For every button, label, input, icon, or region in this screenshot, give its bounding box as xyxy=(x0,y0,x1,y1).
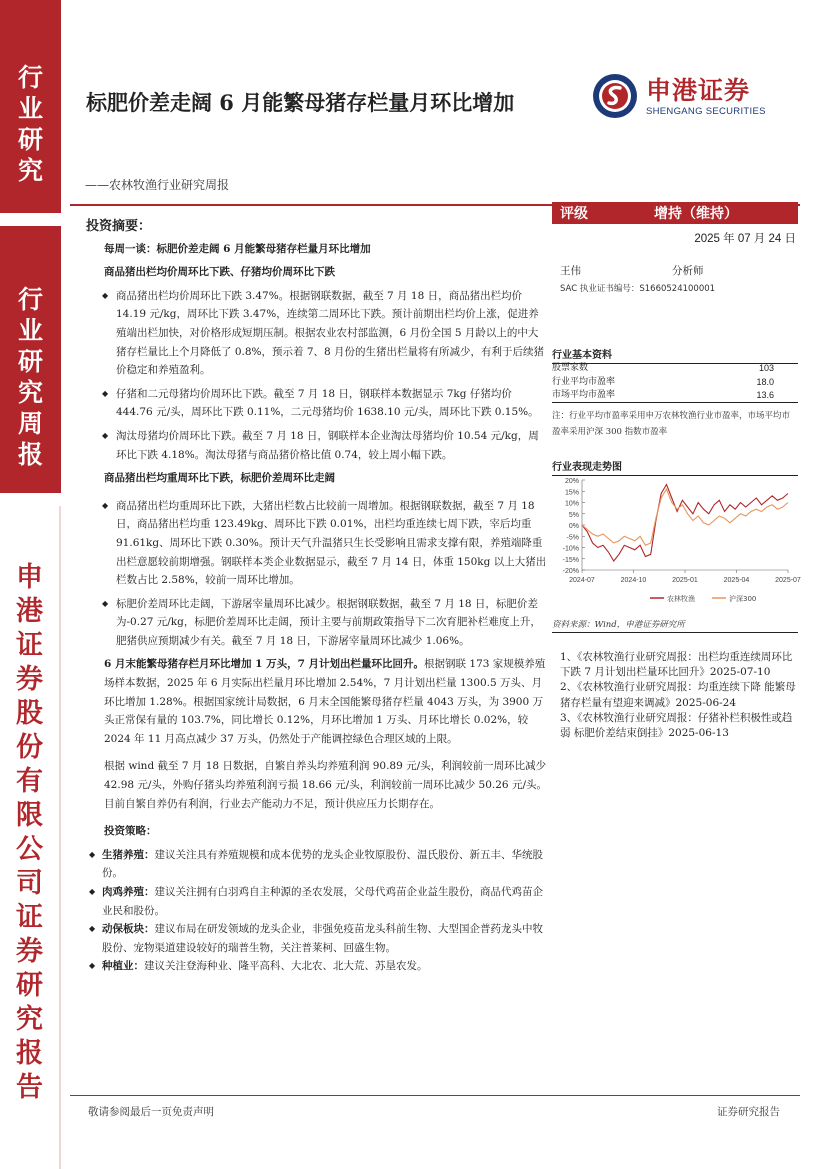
sidebar-char: 股 xyxy=(16,698,43,729)
chart-source: 资料来源：Wind，申港证券研究所 xyxy=(552,620,685,630)
sidebar-char: 业 xyxy=(17,316,43,345)
x-tick-label: 2025-01 xyxy=(672,577,698,584)
rating-bar xyxy=(552,202,798,224)
footer-label: 证券研究报告 xyxy=(717,1106,780,1118)
table-cell-value: 13.6 xyxy=(756,390,774,400)
sidebar-char: 有 xyxy=(16,766,43,797)
x-tick-label: 2025-07 xyxy=(775,577,801,584)
paragraph xyxy=(86,655,548,748)
related-reports xyxy=(560,650,796,741)
basic-info-title: 行业基本资料 xyxy=(552,346,798,364)
section-subheading: 商品猪出栏均价周环比下跌、仔猪均价周环比下跌 xyxy=(104,266,335,279)
footer-disclaimer: 敬请参阅最后一页免责声明 xyxy=(88,1106,214,1118)
sidebar-report-type-block xyxy=(0,226,61,493)
sidebar-report-type-text xyxy=(18,284,43,470)
sidebar-char: 公 xyxy=(16,834,43,865)
list-item: ◆ 仔猪和二元母猪均价周环比下跌。截至 7 月 18 日，钢联样本数据显示 7kg 仔猪均价 444.76 元/头，周环比下跌 0.11%，二元母猪均价 1638.10 元/头，周环比下跌 0.15%。 xyxy=(86,385,548,422)
strategy-item xyxy=(86,957,548,976)
y-tick-label: -10% xyxy=(562,545,579,553)
strategy-text: 建议关注拥有白羽鸡自主种源的圣农发展，父母代鸡苗企业益生股份，商品代鸡苗企业民和股份。 xyxy=(102,886,543,917)
section-subheading: 商品猪出栏均重周环比下跌，标肥价差周环比走阔 xyxy=(104,472,335,485)
analyst-role: 分析师 xyxy=(672,265,704,277)
sidebar-char: 份 xyxy=(16,732,43,763)
logo-chinese-name: 申港证券 xyxy=(646,75,751,105)
legend-label: 沪深300 xyxy=(729,595,757,603)
list-item: ◆ 标肥价差周环比走阔，下游屠宰量周环比减少。根据钢联数据，截至 7 月 18 日，标肥价差为-0.27 元/kg，标肥价差周环比走阔，预计主要与前期政策指导下二次育肥补栏难度上升，肥猪供应预期减少有关。截至 7 月 18 日，下游屠宰量周环比减少 1.06%。 xyxy=(86,595,548,651)
report-subtitle: ——农林牧渔行业研究周报 xyxy=(85,178,230,192)
basic-info-table xyxy=(552,362,798,403)
strategy-item xyxy=(86,846,548,883)
x-tick-label: 2024-10 xyxy=(620,577,647,584)
y-tick-label: -20% xyxy=(562,568,579,575)
list-item: ◆ 淘汰母猪均价周环比下跌。截至 7 月 18 日，钢联样本企业淘汰母猪均价 10.54 元/kg，周环比下跌 4.18%。淘汰母猪与商品猪价格比值 0.74，较上周小幅下跌。 xyxy=(86,427,548,464)
x-tick-label: 2024-07 xyxy=(569,577,595,584)
y-tick-label: 10% xyxy=(564,500,579,508)
sidebar-char: 究 xyxy=(17,378,43,407)
strategy-item xyxy=(86,920,548,957)
sidebar-char: 报 xyxy=(17,440,43,469)
sidebar-char: 业 xyxy=(17,94,43,123)
report-title: 标肥价差走阔 6 月能繁母猪存栏量月环比增加 xyxy=(86,90,515,115)
chart-bottom-rule xyxy=(552,632,798,633)
related-report-item[interactable]: 3、《农林牧渔行业研究周报：仔猪补栏积极性或趋弱 标肥价差结束倒挂》2025-06-13 xyxy=(560,711,793,740)
sidebar-char: 行 xyxy=(17,285,43,314)
analyst-name: 王伟 xyxy=(560,265,581,277)
sidebar-char: 研 xyxy=(17,125,43,154)
strategy-text: 建议关注具有养殖规模和成本优势的龙头企业牧原股份、温氏股份、新五丰、华统股份。 xyxy=(102,848,543,880)
table-cell-key: 股票家数 xyxy=(552,363,589,373)
y-tick-label: 15% xyxy=(564,489,579,497)
sidebar-char: 研 xyxy=(16,970,43,1001)
sidebar-char: 券 xyxy=(16,936,43,967)
performance-chart-svg xyxy=(552,470,801,615)
table-cell-key: 市场平均市盈率 xyxy=(552,390,616,400)
weekly-topic-title: 每周一谈：标肥价差走阔 6 月能繁母猪存栏量月环比增加 xyxy=(104,242,371,255)
performance-chart xyxy=(552,470,801,615)
sidebar-category-text xyxy=(18,62,43,186)
strategy-item xyxy=(86,883,548,920)
sidebar-company-block xyxy=(0,506,61,1169)
sidebar-char: 究 xyxy=(16,1004,43,1035)
sidebar-char: 告 xyxy=(16,1072,43,1103)
paragraph: 根据 wind 截至 7 月 18 日数据，自繁自养头均养殖利润 90.89 元/头，利润较前一周环比减少 42.98 元/头，外购仔猪头均养殖利润亏损 18.66 元/头，利润较前一周环比减少 50.26 元/头。目前自繁自养仍有利润，行业去产能动力不足，预计供应压力长期存在。 xyxy=(104,760,547,810)
sidebar-char: 报 xyxy=(16,1038,43,1069)
paragraph-body: 根据钢联 173 家规模养殖场样本数据，2025 年 6 月实际出栏量月环比增加 2.54%，7 月计划出栏量 1300.5 万头、月环比增加 1.28%。根据国家统计局数据，6 月末全国能繁母猪存栏量 4043 万头，为 3900 万头正常保有量的 103.7%，同比增长 0.12%，月环比增加 1 万头、月环比增长 0.02%，较 2024 年 11 月高点减少 37 万头，仍然处于产能调控绿色合理区域的上限。 xyxy=(104,658,546,745)
chart-title: 行业表现走势图 xyxy=(552,458,798,476)
strategy-label: 生猪养殖： xyxy=(102,848,155,861)
sidebar-char: 司 xyxy=(16,868,43,899)
y-tick-label: 20% xyxy=(564,478,579,485)
sidebar-char: 究 xyxy=(17,156,43,185)
y-tick-label: 0% xyxy=(568,523,579,530)
legend-label: 农林牧渔 xyxy=(667,595,695,603)
table-row xyxy=(552,389,798,403)
list-item: ◆ 商品猪出栏均重周环比下跌，大猪出栏数占比较前一周增加。根据钢联数据，截至 7 月 18 日，商品猪出栏均重 123.49kg、周环比下跌 0.01%，出栏均重连续七周下跌，宰后均重 91.61kg、周环比下跌 0.30%。预计天气升温猪只生长受影响且需求支撑有限，养殖端降重出栏意愿较前期增强。钢联样本类企业数据显示，截至 7 月 14 日，体重 150kg 以上大猪出栏数占比 2.58%，较前一周环比增加。 xyxy=(86,497,548,590)
related-report-item[interactable]: 1、《农林牧渔行业研究周报：出栏均重连续周环比下跌 7 月计划出栏量环比回升》2025-07-10 xyxy=(560,651,793,679)
strategy-text: 建议关注登海种业、隆平高科、大北农、北大荒、苏垦农发。 xyxy=(144,960,428,973)
table-cell-value: 103 xyxy=(758,363,774,373)
sidebar-char: 行 xyxy=(17,63,43,92)
basic-info-note: 注：行业平均市盈率采用申万农林牧渔行业市盈率，市场平均市盈率采用沪深 300 指数市盈率 xyxy=(552,411,791,437)
sac-certificate: SAC 执业证书编号：S1660524100001 xyxy=(560,284,716,294)
y-tick-label: -5% xyxy=(566,534,579,542)
sidebar-char: 申 xyxy=(16,562,43,593)
summary-heading: 投资摘要： xyxy=(86,219,152,234)
sidebar-char: 研 xyxy=(17,347,43,376)
series-line-1 xyxy=(582,489,788,545)
strategy-label: 种植业： xyxy=(102,960,144,973)
table-row xyxy=(552,376,798,390)
strategy-heading: 投资策略： xyxy=(104,825,157,838)
related-report-item[interactable]: 2、《农林牧渔行业研究周报：均重连续下降 能繁母猪存栏量有望迎来调减》2025-06-24 xyxy=(560,681,796,709)
sidebar-char: 周 xyxy=(17,409,43,438)
investment-summary xyxy=(86,218,548,976)
table-cell-key: 行业平均市盈率 xyxy=(552,376,616,387)
y-tick-label: 5% xyxy=(568,511,579,519)
rating-value: 增持（维持） xyxy=(654,206,738,222)
sidebar-char: 证 xyxy=(16,902,43,933)
strategy-text: 建议布局在研发领域的龙头企业，非强免疫苗龙头科前生物、大型国企普药龙头中牧股份、宠物渠道建设较好的瑞普生物，关注普莱柯、回盛生物。 xyxy=(102,923,543,954)
logo-english-name: SHENGANG SECURITIES xyxy=(646,105,766,117)
paragraph-lead: 6 月末能繁母猪存栏月环比增加 1 万头，7 月计划出栏量环比回升。 xyxy=(104,658,425,671)
sidebar-char: 券 xyxy=(16,664,43,695)
table-cell-value: 18.0 xyxy=(756,376,774,387)
x-tick-label: 2025-04 xyxy=(723,577,750,584)
report-date: 2025 年 07 月 24 日 xyxy=(694,233,796,245)
rating-label: 评级 xyxy=(560,206,588,222)
sidebar-char: 证 xyxy=(16,630,43,661)
sidebar-char: 港 xyxy=(16,596,43,627)
strategy-label: 动保板块： xyxy=(102,923,155,936)
company-logo xyxy=(592,73,766,119)
logo-emblem-icon xyxy=(592,73,638,119)
sidebar-char: 限 xyxy=(16,800,43,831)
list-item: ◆ 商品猪出栏均价周环比下跌 3.47%。根据钢联数据，截至 7 月 18 日，商品猪出栏均价 14.19 元/kg，周环比下跌 3.47%，连续第二周环比下跌。预计前期出栏均价上涨，促进养殖端出栏加快，对价格形成短期压制。根据农业农村部监测，6 月份全国 5 月龄以上的中大猪存栏量比上个月降低了 0.8%，预示着 7、8 月份的生猪出栏量将有所减少，有利于后续猪价稳定和养殖盈利。 xyxy=(86,287,548,380)
sidebar-category-block xyxy=(0,0,61,213)
series-line-0 xyxy=(582,485,788,562)
table-row xyxy=(552,362,798,376)
sidebar-company-text xyxy=(16,561,43,1105)
y-tick-label: -15% xyxy=(562,556,579,564)
strategy-label: 肉鸡养殖： xyxy=(102,886,155,898)
footer-divider xyxy=(70,1095,800,1096)
